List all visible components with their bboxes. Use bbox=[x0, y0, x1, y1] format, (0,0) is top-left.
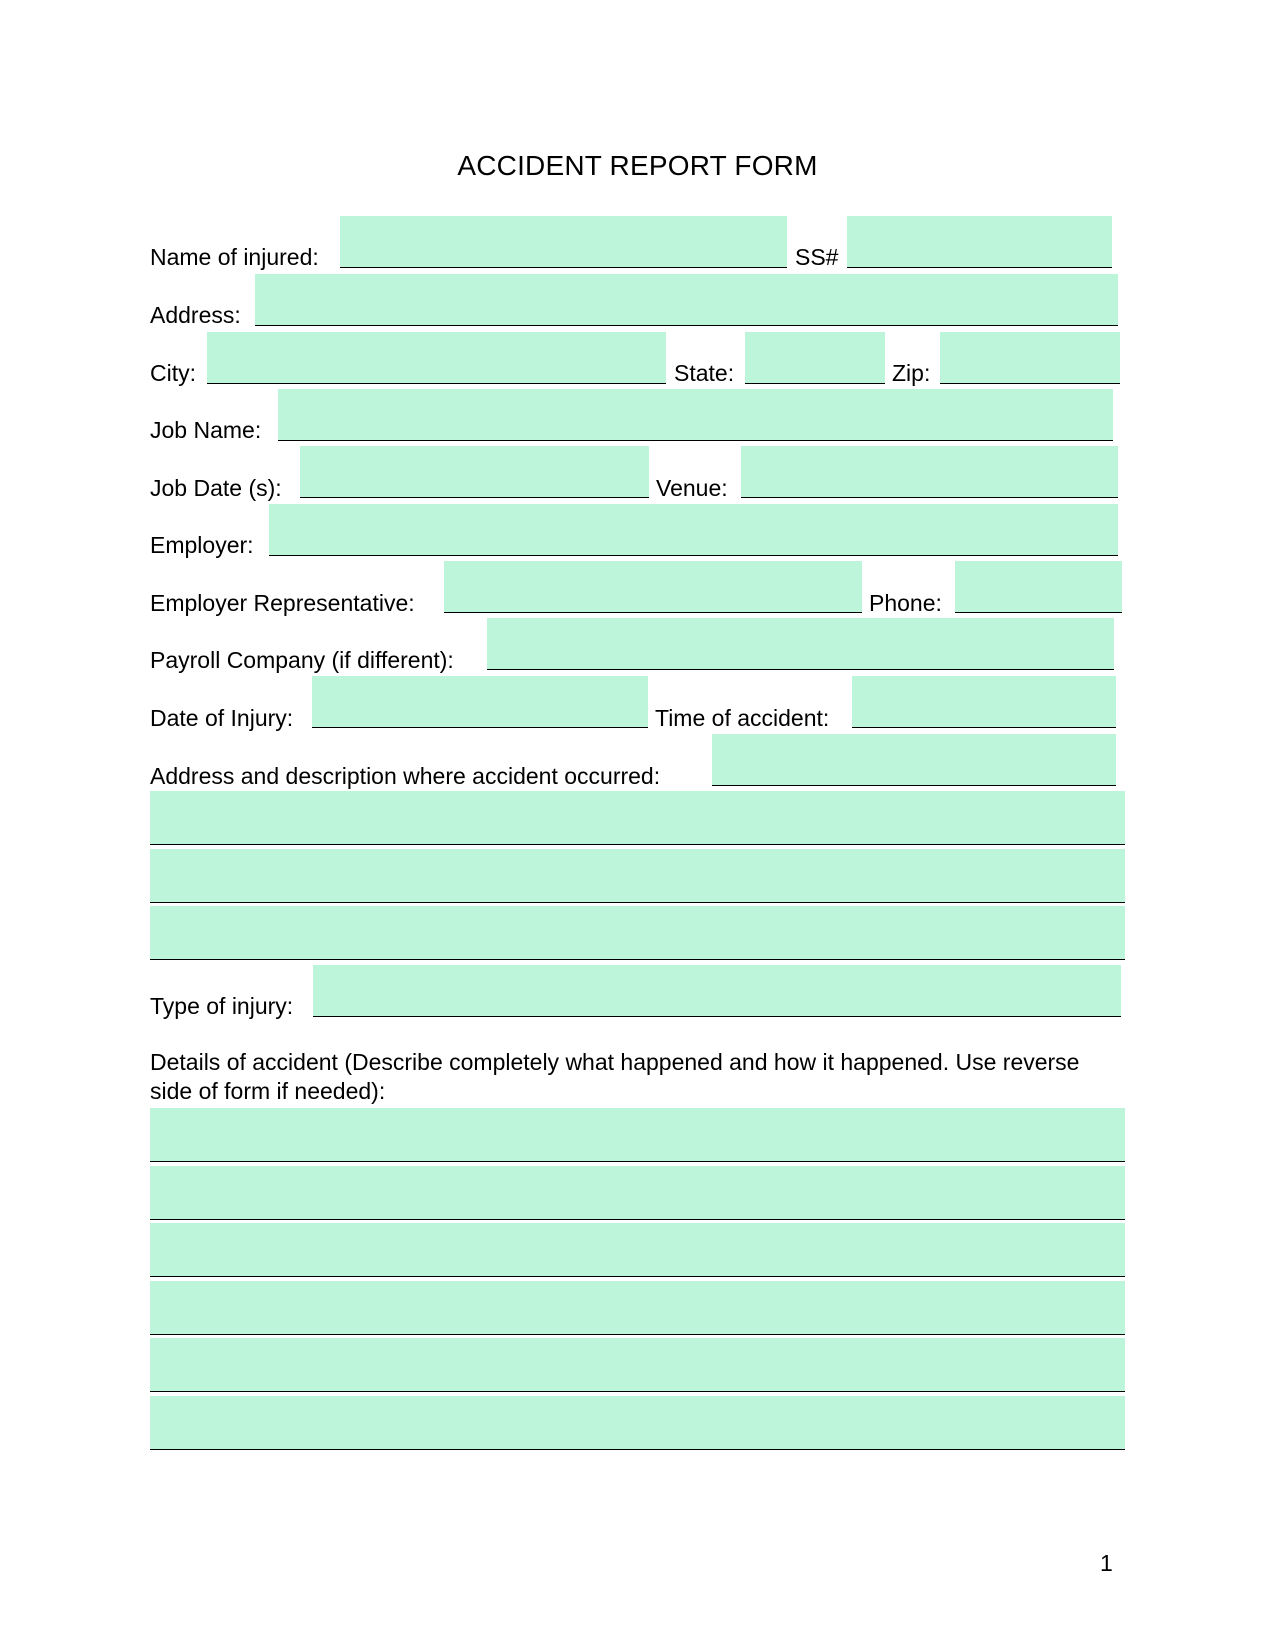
time-of-accident-field[interactable] bbox=[852, 676, 1116, 728]
accident-location-line-1[interactable] bbox=[150, 791, 1125, 845]
label-payroll-company: Payroll Company (if different): bbox=[150, 647, 454, 673]
label-phone: Phone: bbox=[869, 590, 942, 616]
zip-field[interactable] bbox=[940, 332, 1120, 384]
details-line-2[interactable] bbox=[150, 1166, 1125, 1220]
label-time-of-accident: Time of accident: bbox=[655, 705, 830, 731]
job-name-field[interactable] bbox=[278, 389, 1113, 441]
label-city: City: bbox=[150, 360, 196, 386]
type-of-injury-field[interactable] bbox=[313, 965, 1121, 1017]
label-address: Address: bbox=[150, 302, 241, 328]
venue-field[interactable] bbox=[741, 446, 1118, 498]
details-line-3[interactable] bbox=[150, 1223, 1125, 1277]
label-job-name: Job Name: bbox=[150, 417, 262, 443]
label-ss: SS# bbox=[795, 244, 839, 270]
label-employer-representative: Employer Representative: bbox=[150, 590, 415, 616]
state-field[interactable] bbox=[745, 332, 885, 384]
details-line-1[interactable] bbox=[150, 1108, 1125, 1162]
form-title: ACCIDENT REPORT FORM bbox=[457, 150, 818, 181]
payroll-company-field[interactable] bbox=[487, 618, 1114, 670]
address-field[interactable] bbox=[255, 274, 1118, 326]
details-line-4[interactable] bbox=[150, 1281, 1125, 1335]
details-line-6[interactable] bbox=[150, 1396, 1125, 1450]
label-job-dates: Job Date (s): bbox=[150, 475, 282, 501]
employer-field[interactable] bbox=[269, 504, 1118, 556]
details-line-5[interactable] bbox=[150, 1338, 1125, 1392]
phone-field[interactable] bbox=[955, 561, 1122, 613]
label-state: State: bbox=[674, 360, 735, 386]
label-venue: Venue: bbox=[656, 475, 728, 501]
label-zip: Zip: bbox=[892, 360, 931, 386]
accident-location-field[interactable] bbox=[712, 734, 1116, 786]
label-employer: Employer: bbox=[150, 532, 254, 558]
label-date-of-injury: Date of Injury: bbox=[150, 705, 294, 731]
employer-representative-field[interactable] bbox=[444, 561, 862, 613]
ss-field[interactable] bbox=[847, 216, 1112, 268]
name-of-injured-field[interactable] bbox=[340, 216, 787, 268]
accident-location-line-3[interactable] bbox=[150, 906, 1125, 960]
label-type-of-injury: Type of injury: bbox=[150, 993, 294, 1019]
date-of-injury-field[interactable] bbox=[312, 676, 648, 728]
label-name-of-injured: Name of injured: bbox=[150, 244, 319, 270]
job-dates-field[interactable] bbox=[300, 446, 649, 498]
accident-location-line-2[interactable] bbox=[150, 849, 1125, 903]
details-instructions: Details of accident (Describe completely what happened and how it happened. Use reverse side of form if needed): bbox=[150, 1049, 1080, 1104]
page-number: 1 bbox=[1100, 1550, 1113, 1576]
label-accident-location: Address and description where accident occurred: bbox=[150, 763, 661, 789]
city-field[interactable] bbox=[207, 332, 666, 384]
